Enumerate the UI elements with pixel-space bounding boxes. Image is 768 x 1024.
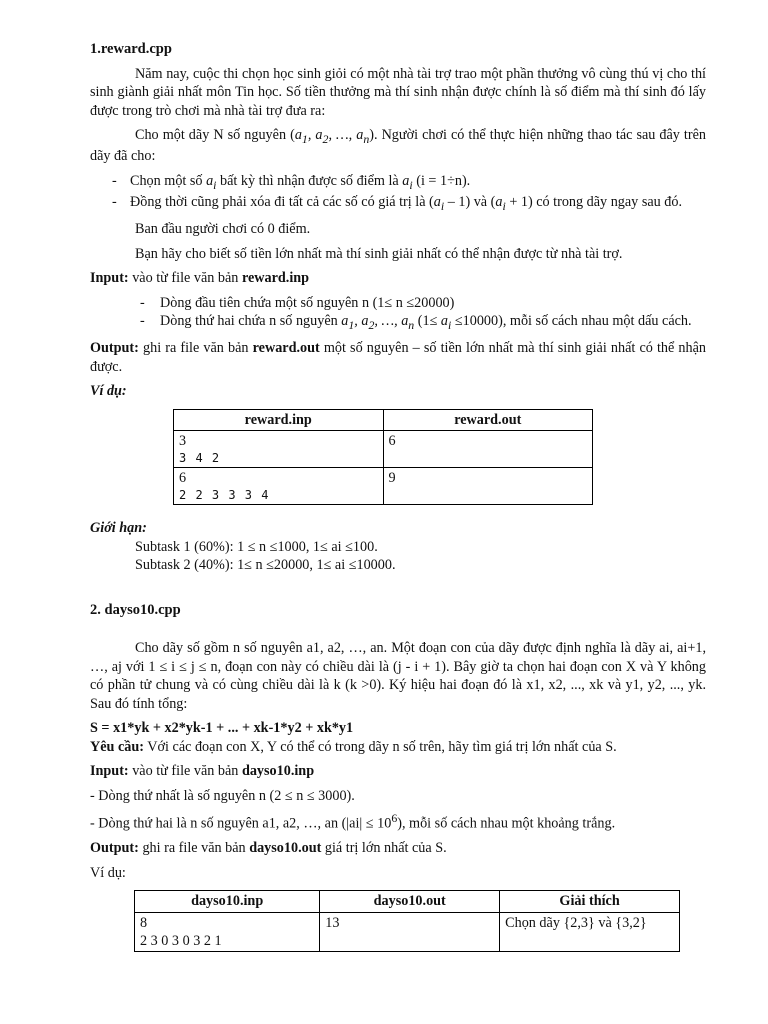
table-cell-input: 3 3 4 2 xyxy=(174,431,384,468)
table-header-input: reward.inp xyxy=(174,409,384,430)
problem1-title: 1.reward.cpp xyxy=(90,41,172,57)
problem2-formula: S = x1*yk + x2*yk-1 + ... + xk-1*y2 + xk*y1 xyxy=(90,720,354,737)
problem1-description: Cho một dãy N số nguyên ($a_1$, $a_2$, …, $a_n$). Người chơi có thể thực hiện những thao tác sau đây trên dãy đã cho: xyxy=(90,127,706,165)
table-header-output: reward.out xyxy=(383,409,593,430)
table-header-row xyxy=(174,409,593,430)
problem2-intro: Cho dãy số gồm n số nguyên a1, a2, …, an. Một đoạn con của dãy được định nghĩa là dãy ai, ai+1, …, aj với 1 ≤ i ≤ j ≤ n, đoạn con này có chiều dài là (j - i + 1). Bây giờ ta chọn hai đoạn con X và Y không có phần tử chung và có cùng chiều dài là k (k >0). Ký hiệu hai đoạn đó là x1, x2, ..., xk và y1, y2, ..., yk. Sau đó tính tổng: xyxy=(90,640,706,712)
table-row xyxy=(174,468,593,505)
problem1-limits-label: Giới hạn: xyxy=(90,520,147,537)
table-header-input: dayso10.inp xyxy=(135,891,320,912)
problem1-input: Input: vào từ file văn bản reward.inp xyxy=(90,270,310,287)
problem1-subtask-1: Subtask 1 (60%): 1 ≤ n ≤1000, 1≤ ai ≤100. xyxy=(135,538,378,555)
table-cell-input: 6 2 2 3 3 3 4 xyxy=(174,468,384,505)
problem1-input-line2: - Dòng thứ hai chứa n số nguyên $a_1$, $a_2$, …, $a_n$ $(1\le a_i \le 10000)$, mỗi số cách nhau một dấu cách. xyxy=(140,313,692,332)
problem1-output: Output: ghi ra file văn bản reward.out một số nguyên – số tiền lớn nhất mà thí sinh giải nhất có thể nhận được. xyxy=(90,340,706,375)
problem2-requirement: Yêu cầu: Với các đoạn con X, Y có thể có trong dãy n số trên, hãy tìm giá trị lớn nhất của S. xyxy=(90,738,617,755)
problem1-example-table xyxy=(173,409,593,506)
problem2-input-line2: - Dòng thứ hai là n số nguyên a1, a2, …, an $(|ai| \le 10^6)$, mỗi số cách nhau một khoảng trắng. xyxy=(90,811,616,832)
table-cell-output: 9 xyxy=(383,468,593,505)
problem1-question: Bạn hãy cho biết số tiền lớn nhất mà thí sinh giải nhất có thể nhận được từ nhà tài trợ. xyxy=(135,245,623,262)
problem2-input: Input: vào từ file văn bản dayso10.inp xyxy=(90,763,315,780)
problem2-example-table xyxy=(134,890,680,952)
table-cell-input: 8 2 3 0 3 0 3 2 1 xyxy=(135,912,320,952)
problem2-example-label: Ví dụ: xyxy=(90,864,126,881)
problem1-intro: Năm nay, cuộc thi chọn học sinh giỏi có một nhà tài trợ trao một phần thưởng vô cùng thú vị cho thí sinh giành giải nhất môn Tin học. Số tiền thưởng mà thí sinh nhận được chính là số điểm mà thí sinh đó lấy được trong trò chơi mà nhà tài trợ đưa ra: xyxy=(90,65,706,119)
table-header-explain: Giải thích xyxy=(500,891,680,912)
problem2-output: Output: ghi ra file văn bản dayso10.out giá trị lớn nhất của S. xyxy=(90,840,447,857)
problem1-start: Ban đầu người chơi có 0 điểm. xyxy=(135,221,311,238)
problem1-bullet-2: - Đồng thời cũng phải xóa đi tất cả các số có giá trị là $(a_i - 1)$ và $(a_i + 1)$ có trong dãy ngay sau đó. xyxy=(112,194,683,213)
table-cell-output: 6 xyxy=(383,431,593,468)
document-page xyxy=(90,40,706,952)
table-cell-output: 13 xyxy=(320,912,500,952)
problem1-example-label: Ví dụ: xyxy=(90,383,127,400)
problem1-input-line1: - Dòng đầu tiên chứa một số nguyên n (1≤ n ≤20000) xyxy=(140,294,455,311)
table-header-output: dayso10.out xyxy=(320,891,500,912)
table-row xyxy=(135,912,680,952)
table-cell-explain: Chọn dãy {2,3} và {3,2} xyxy=(500,912,680,952)
problem1-subtask-2: Subtask 2 (40%): 1≤ n ≤20000, 1≤ ai ≤10000. xyxy=(135,557,396,574)
table-header-row xyxy=(135,891,680,912)
problem1-bullet-1: - Chọn một số $a_i$ bất kỳ thì nhận được số điểm là $a_i$ (i = 1÷n). xyxy=(112,172,471,192)
problem2-input-line1: - Dòng thứ nhất là số nguyên n (2 ≤ n ≤ 3000). xyxy=(90,787,355,804)
problem2-title: 2. dayso10.cpp xyxy=(90,601,181,618)
table-row xyxy=(174,431,593,468)
